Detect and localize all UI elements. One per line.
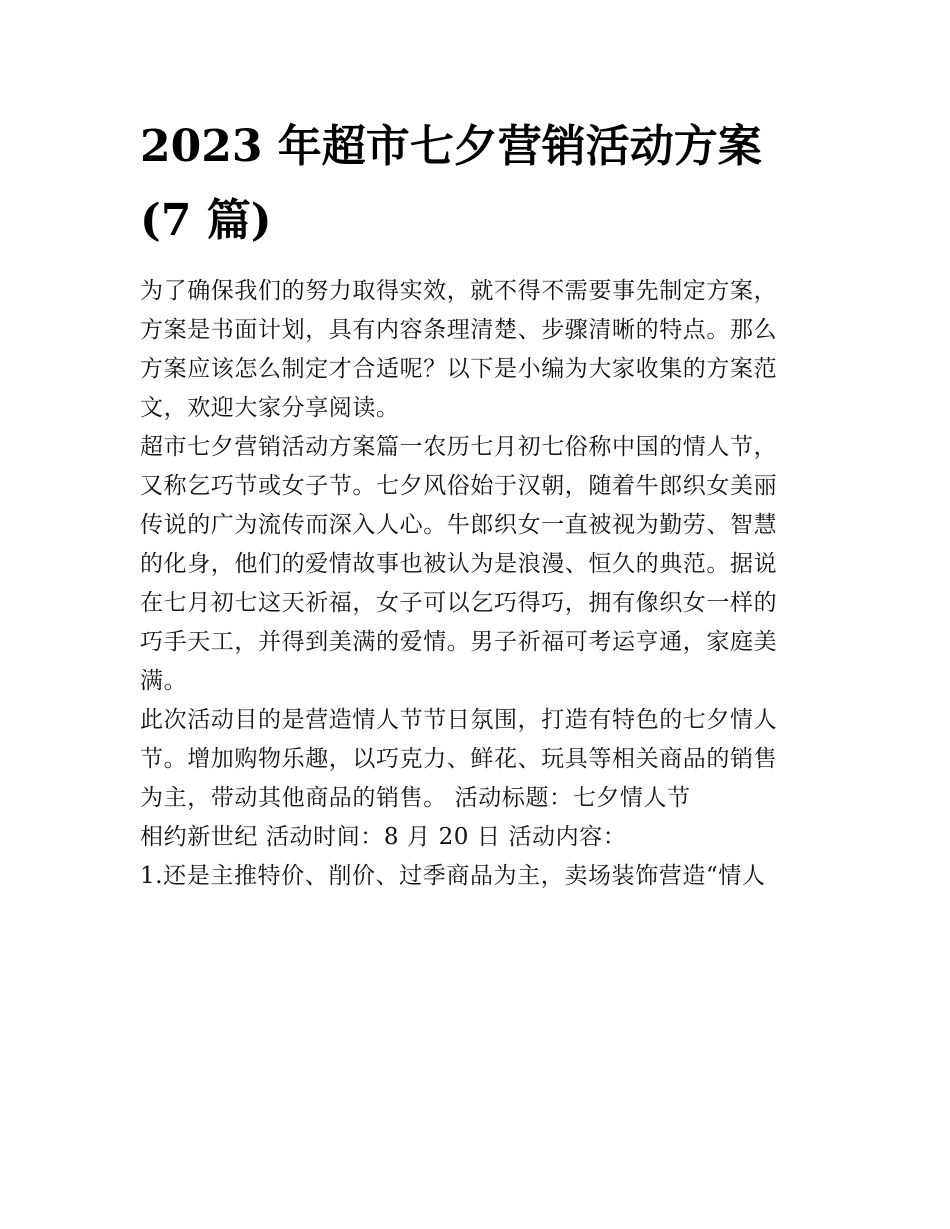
text-line: 超市七夕营销活动方案篇一农历七月初七俗称中国的情人节，	[140, 434, 778, 460]
text-line: 满。	[140, 668, 188, 694]
text-line: 1.还是主推特价、削价、过季商品为主，卖场装饰营造“情人	[140, 863, 766, 889]
text-line: 方案是书面计划，具有内容条理清楚、步骤清晰的特点。那么	[140, 317, 778, 343]
text-line: 传说的广为流传而深入人心。牛郎织女一直被视为勤劳、智慧	[140, 512, 778, 538]
document-title	[140, 110, 820, 258]
text-line: 的化身，他们的爱情故事也被认为是浪漫、恒久的典范。据说	[140, 551, 778, 577]
text-line: 节。增加购物乐趣，以巧克力、鲜花、玩具等相关商品的销售	[140, 746, 778, 772]
text-line: 为主，带动其他商品的销售。 活动标题：七夕情人节	[140, 785, 691, 811]
title-line: (7 篇)	[140, 195, 272, 246]
text-line: 巧手天工，并得到美满的爱情。男子祈福可考运亨通，家庭美	[140, 629, 778, 655]
text-line: 此次活动目的是营造情人节节日氛围，打造有特色的七夕情人	[140, 707, 778, 733]
activity-item-paragraph	[140, 857, 820, 896]
title-line: 2023 年超市七夕营销活动方案	[140, 121, 762, 172]
text-line: 为了确保我们的努力取得实效，就不得不需要事先制定方案，	[140, 278, 778, 304]
intro-paragraph	[140, 272, 820, 428]
text-line: 方案应该怎么制定才合适呢？以下是小编为大家收集的方案范	[140, 356, 778, 382]
activity-purpose-paragraph	[140, 701, 820, 857]
section-one-paragraph	[140, 428, 820, 701]
text-line: 相约新世纪 活动时间：8 月 20 日 活动内容：	[140, 824, 627, 850]
document-body	[140, 110, 820, 896]
text-line: 在七月初七这天祈福，女子可以乞巧得巧，拥有像织女一样的	[140, 590, 778, 616]
text-line: 文，欢迎大家分享阅读。	[140, 395, 400, 421]
text-line: 又称乞巧节或女子节。七夕风俗始于汉朝，随着牛郎织女美丽	[140, 473, 778, 499]
